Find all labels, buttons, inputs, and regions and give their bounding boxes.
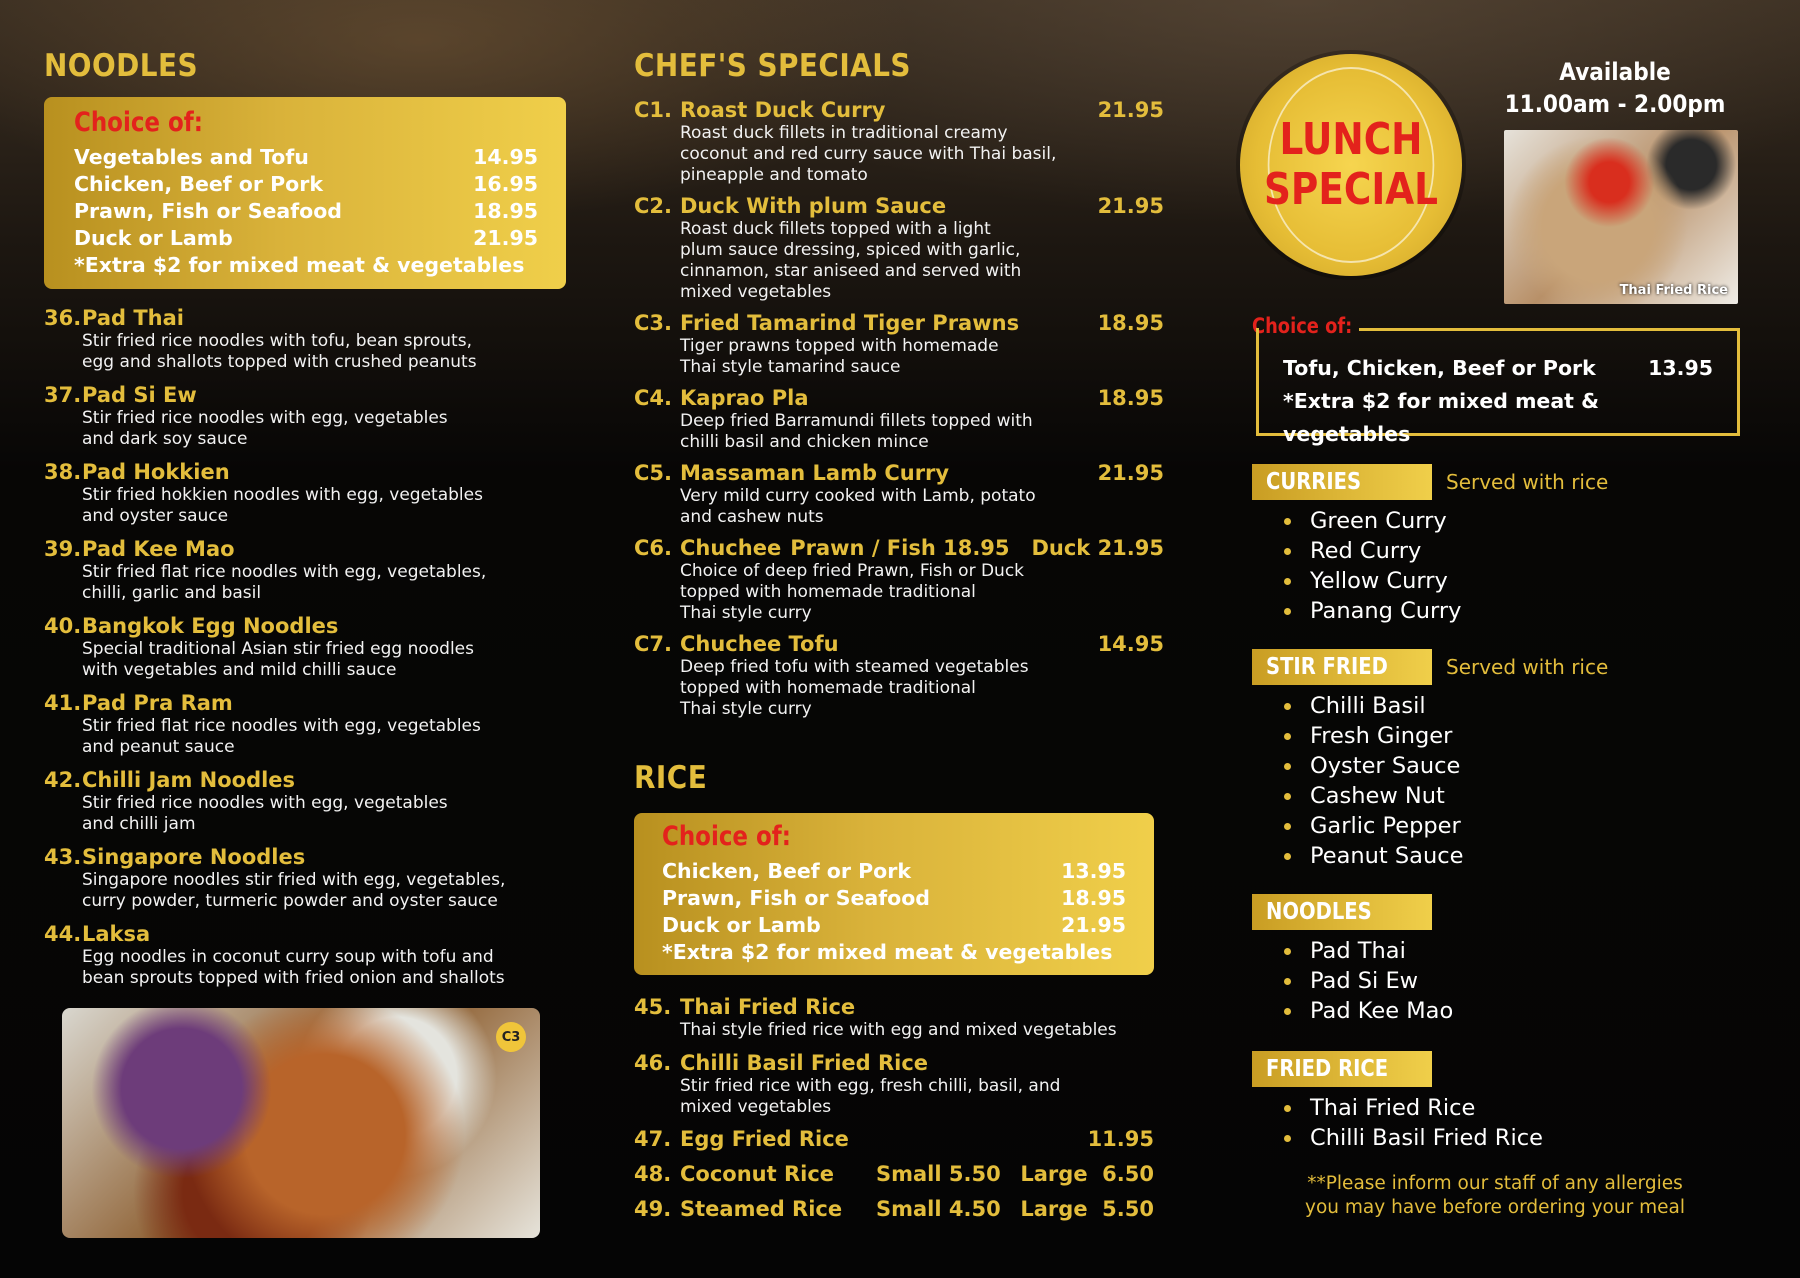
chefs-item-list [634, 98, 1164, 728]
list-item: Cashew Nut [1310, 781, 1752, 811]
menu-item: 43. Singapore Noodles Singapore noodles stir fried with egg, vegetables, curry powder, turmeric powder and oyster sauce [44, 845, 506, 911]
photo-badge: C3 [496, 1022, 526, 1052]
list-item: Pad Kee Mao [1310, 996, 1752, 1026]
category-curries [1252, 464, 1752, 649]
menu-item: 49. Steamed Rice Small 4.50 Large 5.50 [634, 1197, 1154, 1221]
menu-item: 47. Egg Fried Rice 11.95 [634, 1127, 1154, 1151]
menu-item: 45. Thai Fried Rice Thai style fried rice with egg and mixed vegetables [634, 995, 1117, 1040]
list-item: Peanut Sauce [1310, 841, 1752, 871]
list-item: Chilli Basil Fried Rice [1310, 1123, 1752, 1153]
menu-item: C2. Duck With plum Sauce 21.95 Roast duck fillets topped with a light plum sauce dressing, spiced with garlic, cinnamon, star aniseed and served with mixed vegetables [634, 194, 1164, 302]
menu-item: 44. Laksa Egg noodles in coconut curry soup with tofu and bean sprouts topped with fried onion and shallots [44, 922, 505, 988]
lunch-choice-title: Choice of: [1252, 314, 1353, 338]
menu-item: C5. Massaman Lamb Curry 21.95 Very mild curry cooked with Lamb, potato and cashew nuts [634, 461, 1164, 527]
menu-item: 39. Pad Kee Mao Stir fried flat rice noodles with egg, vegetables, chilli, garlic and basil [44, 537, 487, 603]
list-item: Garlic Pepper [1310, 811, 1752, 841]
menu-item: C3. Fried Tamarind Tiger Prawns 18.95 Tiger prawns topped with homemade Thai style tamarind sauce [634, 311, 1164, 377]
noodles-choice-box [44, 97, 566, 289]
noodles-choice-row: Duck or Lamb 21.95 [74, 226, 538, 250]
menu-item: C4. Kaprao Pla 18.95 Deep fried Barramundi fillets topped with chilli basil and chicken mince [634, 386, 1164, 452]
list-item: Green Curry [1310, 506, 1752, 536]
lunch-choice-row: Tofu, Chicken, Beef or Pork 13.95 [1283, 356, 1713, 380]
lunch-availability: Available 11.00am - 2.00pm [1504, 58, 1726, 118]
menu-item: 48. Coconut Rice Small 5.50 Large 6.50 [634, 1162, 1154, 1186]
category-note: Served with rice [1446, 655, 1609, 679]
chefs-specials-title: CHEF'S SPECIALS [634, 48, 911, 84]
dish-photo-c3 [62, 1008, 540, 1238]
noodles-title: NOODLES [44, 48, 199, 84]
list-item: Pad Si Ew [1310, 966, 1752, 996]
category-tag: FRIED RICE [1252, 1051, 1432, 1087]
lunch-choice-extra: *Extra $2 for mixed meat & vegetables [1283, 389, 1599, 446]
thai-fried-rice-photo [1504, 130, 1738, 304]
list-item: Panang Curry [1310, 596, 1752, 626]
menu-item: C6. Chuchee Prawn / Fish 18.95 Duck 21.95 Choice of deep fried Prawn, Fish or Duck topped with homemade traditional Thai style curry [634, 536, 1164, 623]
lunch-special-badge: LUNCH SPECIAL [1240, 54, 1462, 276]
rice-choice-row: Prawn, Fish or Seafood 18.95 [662, 886, 1126, 910]
photo-caption: Thai Fried Rice [1619, 283, 1728, 298]
category-fried-rice [1252, 1051, 1752, 1161]
menu-item: 38. Pad Hokkien Stir fried hokkien noodles with egg, vegetables and oyster sauce [44, 460, 483, 526]
menu-item: 42. Chilli Jam Noodles Stir fried rice noodles with egg, vegetables and chilli jam [44, 768, 448, 834]
category-note: Served with rice [1446, 470, 1609, 494]
rice-choice-title: Choice of: [662, 821, 791, 852]
lunch-categories [1252, 464, 1752, 1161]
list-item: Pad Thai [1310, 936, 1752, 966]
noodles-choice-row: Prawn, Fish or Seafood 18.95 [74, 199, 538, 223]
menu-item: C1. Roast Duck Curry 21.95 Roast duck fillets in traditional creamy coconut and red curry sauce with Thai basil, pineapple and tomato [634, 98, 1164, 185]
rice-title: RICE [634, 760, 708, 796]
noodles-choice-title: Choice of: [74, 107, 203, 138]
list-item: Fresh Ginger [1310, 721, 1752, 751]
noodles-choice-row: Chicken, Beef or Pork 16.95 [74, 172, 538, 196]
category-tag: STIR FRIED [1252, 649, 1432, 685]
menu-item: 46. Chilli Basil Fried Rice Stir fried rice with egg, fresh chilli, basil, and mixed vegetables [634, 1051, 1061, 1117]
menu-item: 41. Pad Pra Ram Stir fried flat rice noodles with egg, vegetables and peanut sauce [44, 691, 481, 757]
category-tag: NOODLES [1252, 894, 1432, 930]
list-item: Red Curry [1310, 536, 1752, 566]
category-noodles [1252, 894, 1752, 1051]
list-item: Thai Fried Rice [1310, 1093, 1752, 1123]
list-item: Yellow Curry [1310, 566, 1752, 596]
rice-choice-box [634, 813, 1154, 975]
rice-choice-extra: *Extra $2 for mixed meat & vegetables [662, 940, 1113, 964]
rice-choice-row: Chicken, Beef or Pork 13.95 [662, 859, 1126, 883]
rice-choice-row: Duck or Lamb 21.95 [662, 913, 1126, 937]
menu-item: 37. Pad Si Ew Stir fried rice noodles with egg, vegetables and dark soy sauce [44, 383, 448, 449]
list-item: Oyster Sauce [1310, 751, 1752, 781]
menu-item: 36. Pad Thai Stir fried rice noodles with tofu, bean sprouts, egg and shallots topped with crushed peanuts [44, 306, 477, 372]
lunch-choice-box [1256, 328, 1740, 446]
list-item: Chilli Basil [1310, 691, 1752, 721]
rice-item-list [634, 995, 1154, 1232]
category-tag: CURRIES [1252, 464, 1432, 500]
menu-item: C7. Chuchee Tofu 14.95 Deep fried tofu with steamed vegetables topped with homemade traditional Thai style curry [634, 632, 1164, 719]
noodles-choice-row: Vegetables and Tofu 14.95 [74, 145, 538, 169]
allergy-notice: **Please inform our staff of any allergies you may have before ordering your meal [1305, 1173, 1685, 1218]
noodles-item-list [44, 306, 564, 999]
category-stir-fried [1252, 649, 1752, 894]
noodles-choice-extra: *Extra $2 for mixed meat & vegetables [74, 253, 525, 277]
menu-item: 40. Bangkok Egg Noodles Special traditional Asian stir fried egg noodles with vegetables and mild chilli sauce [44, 614, 474, 680]
